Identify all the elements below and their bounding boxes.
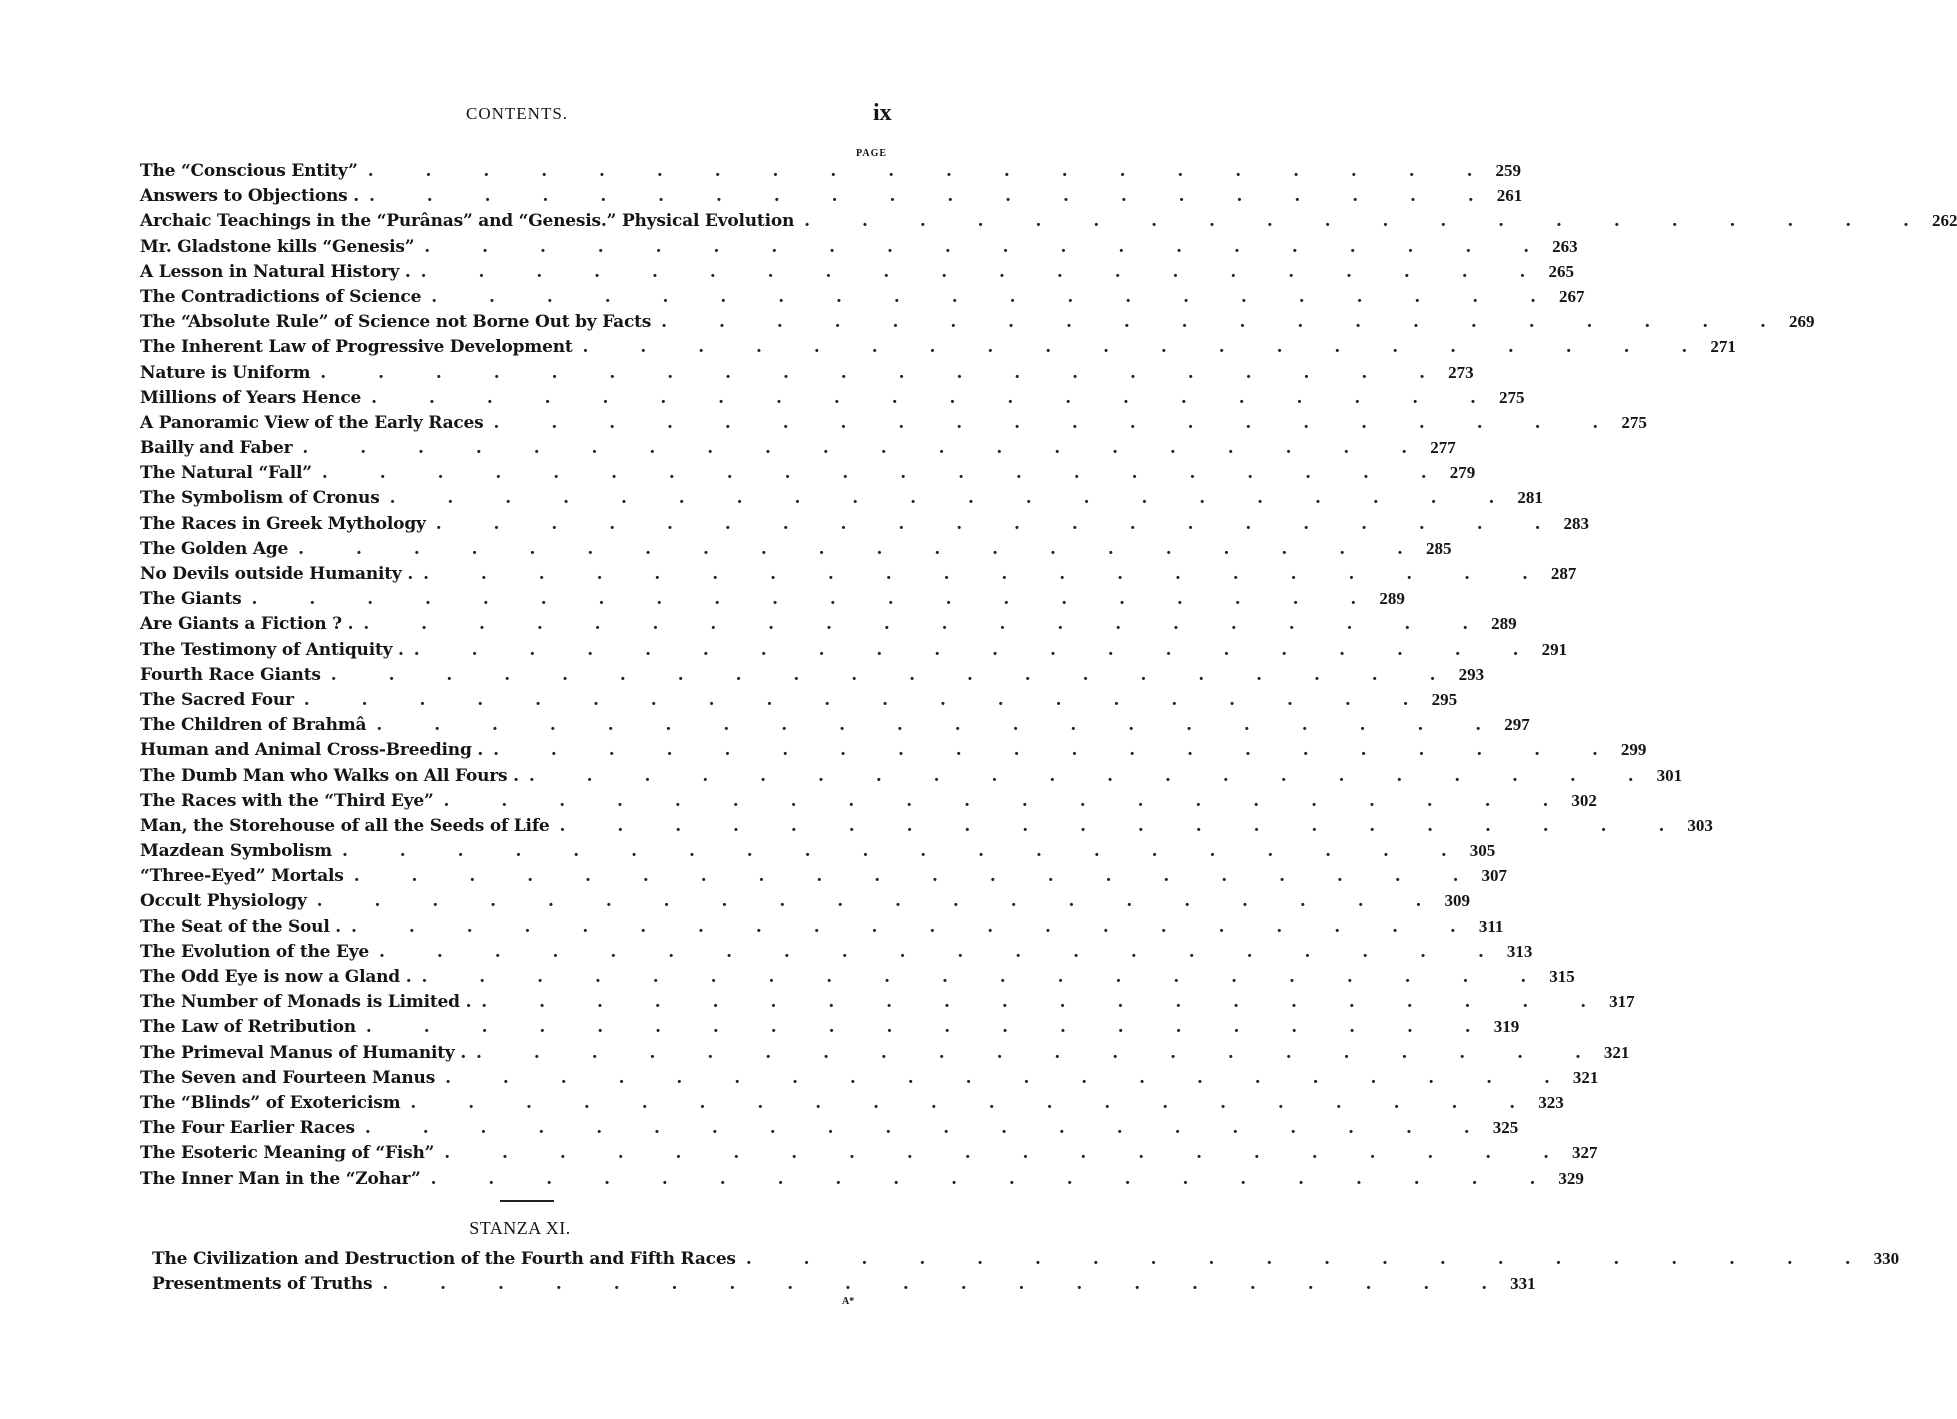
dot-leader: . . . . . . . . . . . . . . . . . . . .	[661, 312, 1789, 333]
entry-page-number: 281	[1517, 488, 1543, 508]
entry-page-number: 313	[1506, 941, 1533, 961]
toc-entry	[140, 485, 1543, 510]
entry-page-number: 321	[1603, 1042, 1630, 1062]
entry-title: A Panoramic View of the Early Races	[140, 411, 494, 436]
dot-leader: . . . . . . . . . . . . . . . . . . . .	[445, 1067, 1573, 1088]
entry-title: Archaic Teachings in the “Purânas” and “Genesis.” Physical Evolution	[140, 209, 804, 234]
entry-title: The Civilization and Destruction of the Fourth and Fifth Races	[152, 1247, 746, 1272]
entry-page-number: 301	[1656, 765, 1683, 785]
toc-entry	[152, 1246, 1900, 1271]
dot-leader: . . . . . . . . . . . . . . . . . . . .	[559, 815, 1688, 836]
entry-title: The Seven and Fourteen Manus	[140, 1066, 445, 1091]
entry-page-number: 261	[1496, 186, 1523, 206]
entry-page-number: 269	[1788, 312, 1815, 332]
toc-entry	[140, 838, 1496, 863]
dot-leader: . . . . . . . . . . . . . . . . . . . .	[363, 614, 1492, 635]
entry-page-number: 275	[1498, 387, 1525, 407]
dot-leader: . . . . . . . . . . . . . . . . . . . .	[351, 916, 1479, 937]
entry-page-number: 329	[1558, 1168, 1584, 1188]
entry-page-number: 267	[1559, 286, 1585, 306]
dot-leader: . . . . . . . . . . . . . . . . . . . .	[365, 1017, 1494, 1038]
entry-page-number: 305	[1469, 841, 1496, 861]
entry-page-number: 327	[1572, 1143, 1598, 1163]
toc-entry	[140, 939, 1533, 964]
dot-leader: . . . . . . . . . . . . . . . . . . . .	[316, 891, 1445, 912]
entry-page-number: 291	[1541, 639, 1568, 659]
entry-title: The Natural “Fall”	[140, 461, 322, 486]
toc-entry	[140, 813, 1713, 838]
toc-entry	[140, 788, 1597, 813]
entry-page-number: 297	[1504, 715, 1530, 735]
entry-page-number: 317	[1609, 992, 1635, 1012]
dot-leader: . . . . . . . . . . . . . . . . . . . .	[410, 1092, 1539, 1113]
entry-page-number: 293	[1458, 664, 1485, 684]
entry-title: No Devils outside Humanity .	[140, 562, 423, 587]
entry-title: The “Blinds” of Exotericism	[140, 1091, 410, 1116]
entry-title: The Dumb Man who Walks on All Fours .	[140, 764, 529, 789]
stanza-heading: STANZA XI.	[469, 1218, 571, 1238]
entry-title: The Symbolism of Cronus	[140, 486, 390, 511]
entry-title: Presentments of Truths	[152, 1272, 382, 1297]
entry-title: A Lesson in Natural History .	[140, 260, 421, 285]
entry-title: The Esoteric Meaning of “Fish”	[140, 1141, 444, 1166]
toc-entry	[140, 536, 1452, 561]
page-title: CONTENTS.	[466, 104, 569, 123]
entry-title: The Giants	[140, 587, 252, 612]
entry-page-number: 271	[1710, 337, 1736, 357]
entry-title: Occult Physiology	[140, 889, 317, 914]
dot-leader: . . . . . . . . . . . . . . . . . . . .	[493, 412, 1622, 433]
entry-page-number: 263	[1552, 236, 1578, 256]
entry-title: The Races in Greek Mythology	[140, 512, 436, 537]
dot-leader: . . . . . . . . . . . . . . . . . . . .	[424, 236, 1553, 257]
toc-entry	[140, 1065, 1599, 1090]
toc-entry	[140, 662, 1485, 687]
page-column-label: PAGE	[856, 148, 888, 159]
entry-page-number: 273	[1448, 362, 1474, 382]
entry-page-number: 279	[1449, 463, 1476, 483]
dot-leader: . . . . . . . . . . . . . . . . . . . .	[321, 463, 1450, 484]
entry-title: The Four Earlier Races	[140, 1116, 365, 1141]
entry-title: The Inner Man in the “Zohar”	[140, 1167, 431, 1192]
toc-entry	[140, 561, 1577, 586]
running-head	[0, 100, 1000, 128]
entry-page-number: 331	[1510, 1274, 1536, 1294]
entry-page-number: 289	[1379, 589, 1405, 609]
toc-entry	[140, 385, 1525, 410]
toc-entry	[140, 234, 1578, 259]
entry-title: The Inherent Law of Progressive Development	[140, 335, 583, 360]
dot-leader: . . . . . . . . . . . . . . . . . . . .	[303, 689, 1432, 710]
toc-entry	[140, 611, 1517, 636]
entry-page-number: 299	[1620, 740, 1647, 760]
entry-title: The Law of Retribution	[140, 1015, 366, 1040]
entry-title: The Seat of the Soul .	[140, 915, 351, 940]
entry-title: The Races with the “Third Eye”	[140, 789, 444, 814]
entry-title: Millions of Years Hence	[140, 386, 371, 411]
toc-entry	[140, 183, 1523, 208]
toc-entry	[140, 888, 1470, 913]
dot-leader: . . . . . . . . . . . . . . . . . . . .	[353, 866, 1482, 887]
dot-leader: . . . . . . . . . . . . . . . . . . . .	[376, 715, 1505, 736]
toc-entry	[140, 863, 1508, 888]
toc-entry	[140, 763, 1683, 788]
toc-entry	[140, 360, 1474, 385]
entry-title: The Sacred Four	[140, 688, 304, 713]
dot-leader: . . . . . . . . . . . . . . . . . . . .	[382, 1274, 1511, 1295]
dot-leader: . . . . . . . . . . . . . . . . . . . .	[493, 740, 1621, 761]
toc-entry	[140, 1014, 1520, 1039]
toc-entry	[140, 460, 1476, 485]
entry-page-number: 311	[1478, 916, 1504, 936]
toc-entry	[140, 435, 1456, 460]
dot-leader: . . . . . . . . . . . . . . . . . . . .	[582, 337, 1711, 358]
dot-leader: . . . . . . . . . . . . . . . . . . . .	[745, 1249, 1874, 1269]
toc-entry	[140, 158, 1522, 183]
dot-leader: . . . . . . . . . . . . . . . . . . . .	[368, 186, 1497, 207]
dot-leader: . . . . . . . . . . . . . . . . . . . .	[435, 513, 1564, 534]
entry-page-number: 289	[1491, 614, 1517, 634]
dot-leader: . . . . . . . . . . . . . . . . . . . .	[423, 564, 1551, 584]
section-divider	[500, 1200, 554, 1202]
dot-leader: . . . . . . . . . . . . . . . . . . . .	[421, 967, 1550, 987]
toc-entry	[140, 208, 1957, 233]
entry-title: The Evolution of the Eye	[140, 940, 379, 965]
entry-page-number: 277	[1430, 438, 1456, 458]
dot-leader: . . . . . . . . . . . . . . . . . . . .	[379, 941, 1507, 962]
entry-title: Answers to Objections .	[140, 184, 369, 209]
toc-entry	[140, 410, 1647, 435]
toc-entry	[140, 284, 1585, 309]
entry-title: Fourth Race Giants	[140, 663, 331, 688]
entry-title: Mazdean Symbolism	[140, 839, 342, 864]
entry-page-number: 309	[1444, 891, 1470, 911]
toc-entry	[140, 737, 1647, 762]
entry-title: The Testimony of Antiquity .	[140, 638, 414, 663]
dot-leader: . . . . . . . . . . . . . . . . . . . .	[364, 1118, 1493, 1139]
toc-entry	[140, 687, 1458, 712]
entry-page-number: 307	[1481, 866, 1508, 886]
toc-entry	[140, 1090, 1564, 1115]
toc-entry	[140, 914, 1504, 939]
folio-number: ix	[873, 100, 892, 126]
entry-title: Nature is Uniform	[140, 361, 320, 386]
dot-leader: . . . . . . . . . . . . . . . . . . . .	[302, 438, 1431, 459]
contents-list	[140, 158, 1957, 1191]
dot-leader: . . . . . . . . . . . . . . . . . . . .	[430, 1168, 1559, 1189]
toc-entry	[140, 712, 1530, 737]
entry-page-number: 265	[1548, 261, 1574, 281]
dot-leader: . . . . . . . . . . . . . . . . . . . .	[420, 261, 1549, 282]
entry-title: Human and Animal Cross-Breeding .	[140, 738, 493, 763]
entry-page-number: 330	[1873, 1249, 1900, 1268]
entry-page-number: 275	[1621, 412, 1647, 432]
entry-title: The Children of Brahmâ	[140, 713, 376, 738]
entry-title: Bailly and Faber	[140, 436, 302, 461]
toc-entry	[140, 1140, 1598, 1165]
dot-leader: . . . . . . . . . . . . . . . . . . . .	[251, 589, 1380, 610]
dot-leader: . . . . . . . . . . . . . . . . . . . .	[330, 664, 1459, 685]
toc-entry	[140, 511, 1590, 536]
dot-leader: . . . . . . . . . . . . . . . . . . . .	[341, 841, 1470, 862]
entry-title: The Primeval Manus of Humanity .	[140, 1041, 476, 1066]
dot-leader: . . . . . . . . . . . . . . . . . . . .	[367, 161, 1496, 181]
dot-leader: . . . . . . . . . . . . . . . . . . . .	[804, 211, 1932, 232]
dot-leader: . . . . . . . . . . . . . . . . . . . .	[476, 1042, 1604, 1063]
entry-title: The “Absolute Rule” of Science not Borne Out by Facts	[140, 310, 661, 335]
entry-title: The Contradictions of Science	[140, 285, 431, 310]
dot-leader: . . . . . . . . . . . . . . . . . . . .	[481, 992, 1610, 1013]
dot-leader: . . . . . . . . . . . . . . . . . . . .	[443, 790, 1572, 811]
entry-page-number: 262	[1931, 211, 1957, 231]
entry-page-number: 295	[1431, 689, 1458, 709]
entry-page-number: 285	[1425, 538, 1452, 558]
entry-page-number: 287	[1550, 564, 1577, 583]
toc-entry	[140, 989, 1635, 1014]
entry-page-number: 323	[1538, 1092, 1564, 1112]
entry-page-number: 325	[1492, 1118, 1519, 1138]
dot-leader: . . . . . . . . . . . . . . . . . . . .	[371, 387, 1499, 408]
toc-entry	[140, 259, 1574, 284]
toc-entry	[140, 1166, 1584, 1191]
entry-title: “Three-Eyed” Mortals	[140, 864, 354, 889]
toc-entry	[140, 637, 1568, 662]
entry-title: The “Conscious Entity”	[140, 159, 368, 184]
dot-leader: . . . . . . . . . . . . . . . . . . . .	[320, 362, 1449, 383]
toc-entry	[140, 309, 1815, 334]
entry-page-number: 319	[1493, 1017, 1520, 1037]
signature-mark: A*	[842, 1296, 855, 1307]
entry-page-number: 283	[1563, 513, 1590, 533]
entry-title: Are Giants a Fiction ? .	[140, 612, 363, 637]
toc-entry	[140, 334, 1736, 359]
entry-page-number: 315	[1549, 967, 1575, 986]
dot-leader: . . . . . . . . . . . . . . . . . . . .	[528, 765, 1657, 786]
stanza-contents-list	[152, 1246, 1900, 1296]
entry-page-number: 303	[1687, 815, 1713, 835]
entry-title: The Golden Age	[140, 537, 298, 562]
toc-entry	[140, 1040, 1630, 1065]
toc-entry	[140, 964, 1575, 989]
entry-page-number: 259	[1495, 161, 1522, 180]
entry-page-number: 321	[1572, 1067, 1599, 1087]
entry-title: Man, the Storehouse of all the Seeds of Life	[140, 814, 560, 839]
dot-leader: . . . . . . . . . . . . . . . . . . . .	[413, 639, 1542, 660]
dot-leader: . . . . . . . . . . . . . . . . . . . .	[431, 286, 1560, 307]
entry-page-number: 302	[1571, 790, 1597, 810]
entry-title: The Number of Monads is Limited .	[140, 990, 481, 1015]
toc-entry	[140, 1115, 1519, 1140]
dot-leader: . . . . . . . . . . . . . . . . . . . .	[298, 538, 1426, 559]
entry-title: Mr. Gladstone kills “Genesis”	[140, 235, 424, 260]
dot-leader: . . . . . . . . . . . . . . . . . . . .	[389, 488, 1518, 509]
toc-entry	[140, 586, 1405, 611]
toc-entry	[152, 1271, 1536, 1296]
dot-leader: . . . . . . . . . . . . . . . . . . . .	[444, 1143, 1573, 1164]
entry-title: The Odd Eye is now a Gland .	[140, 965, 421, 990]
